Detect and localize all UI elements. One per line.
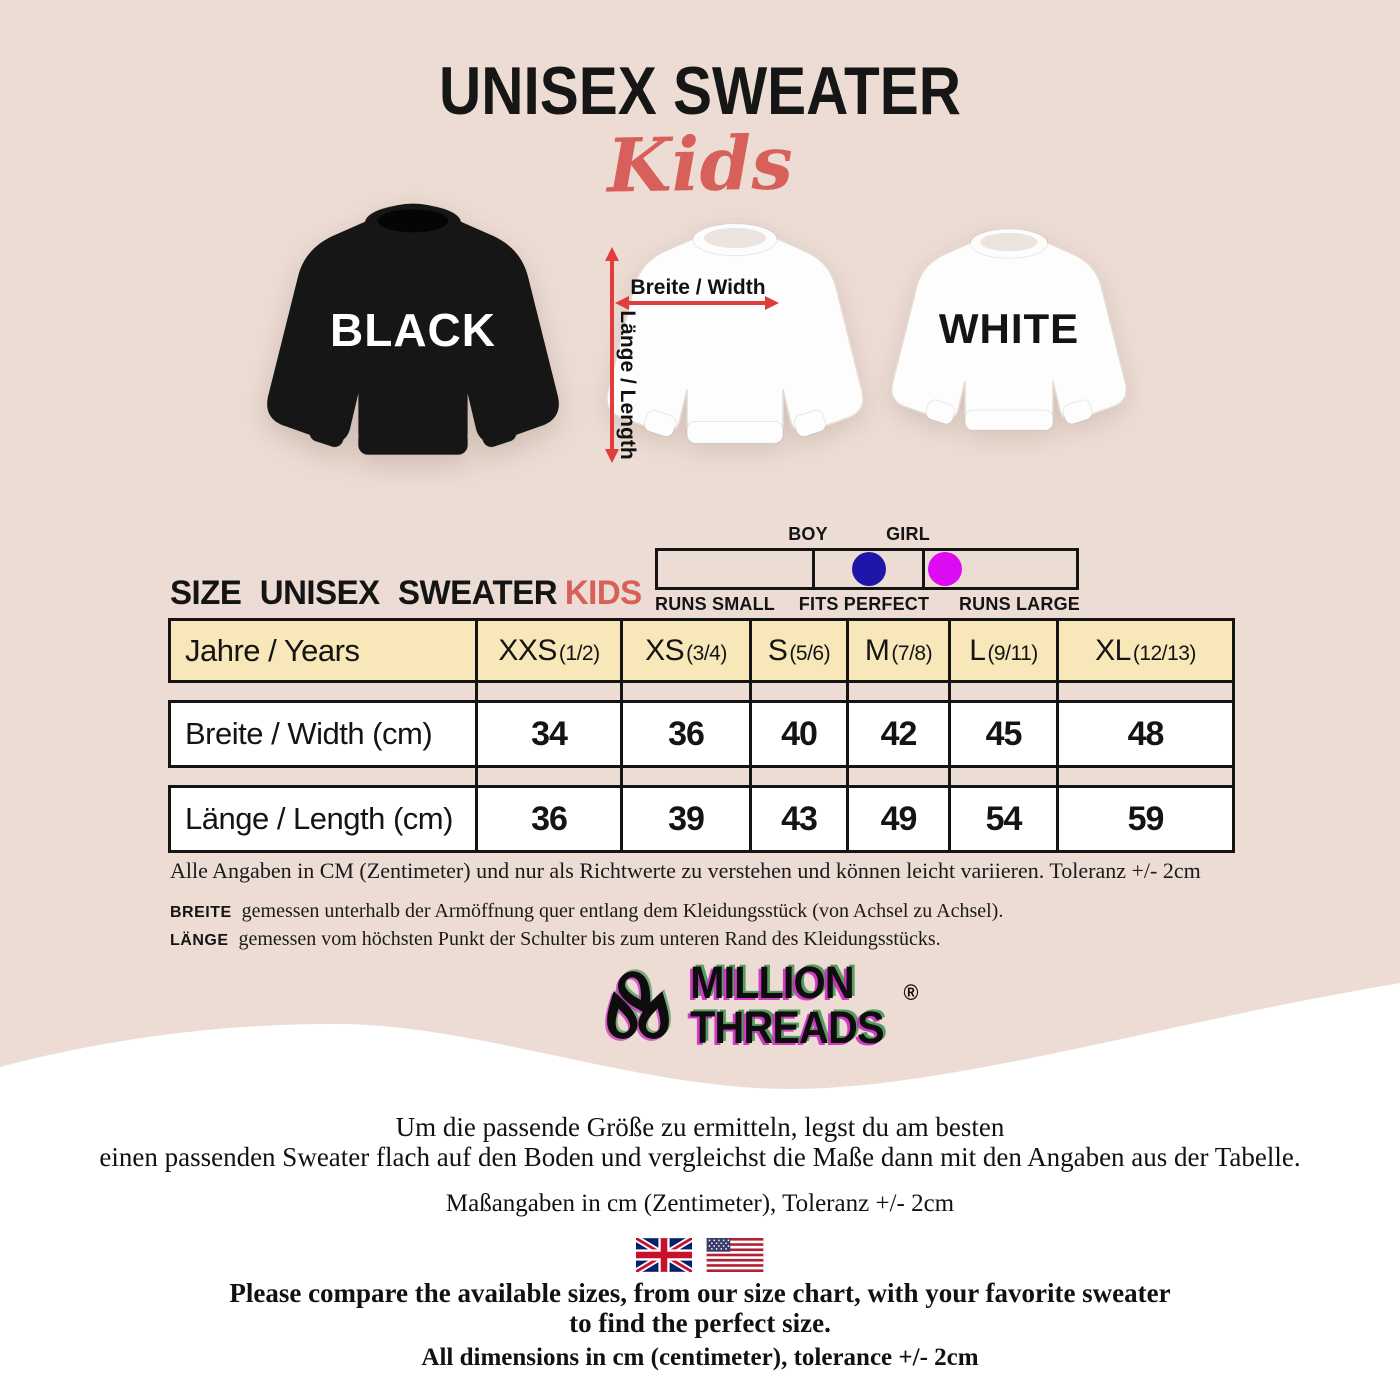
years-header-cell: Jahre / Years xyxy=(170,620,477,682)
uk-flag-icon xyxy=(636,1238,692,1272)
size-col-header: S(5/6) xyxy=(751,620,848,682)
registered-mark: ® xyxy=(903,980,919,1005)
laenge-note-label: LÄNGE xyxy=(170,932,229,949)
length-value: 43 xyxy=(751,787,848,852)
table-header-row xyxy=(170,620,1234,682)
footer-de-line3: Maßangaben in cm (Zentimeter), Toleranz +/- 2cm xyxy=(445,1190,955,1217)
footer-en-line2: to find the perfect size. xyxy=(569,1308,831,1338)
width-value: 36 xyxy=(622,702,751,767)
black-sweater-label: BLACK xyxy=(330,304,496,356)
size-col-header: L(9/11) xyxy=(950,620,1058,682)
length-value: 36 xyxy=(477,787,622,852)
size-col-header: M(7/8) xyxy=(848,620,950,682)
boy-label: BOY xyxy=(788,524,828,544)
boy-dot xyxy=(852,552,886,586)
footer-de-line2: einen passenden Sweater flach auf den Boden und vergleichst die Maße dann mit den Angaben aus der Tabelle. xyxy=(99,1142,1301,1172)
girl-dot xyxy=(928,552,962,586)
fit-divider xyxy=(922,551,925,587)
tolerance-note: Alle Angaben in CM (Zentimeter) und nur als Richtwerte zu verstehen und können leicht variieren. Toleranz +/- 2cm xyxy=(170,858,1201,883)
row-label: Breite / Width (cm) xyxy=(170,702,477,767)
bottom-wave xyxy=(0,975,1400,1105)
us-flag-icon xyxy=(706,1238,764,1272)
size-chart-heading-red: KIDS xyxy=(564,574,642,612)
table-spacer-row xyxy=(170,767,1234,787)
width-value: 42 xyxy=(848,702,950,767)
language-flags xyxy=(0,1238,1400,1272)
length-value: 39 xyxy=(622,787,751,852)
size-chart-heading-black: SIZE UNISEX SWEATER xyxy=(170,574,558,612)
footer-en-line3: All dimensions in cm (centimeter), tolerance +/- 2cm xyxy=(421,1344,979,1371)
length-row xyxy=(170,787,1234,852)
page-subtitle-kids: Kids xyxy=(606,120,794,210)
width-row xyxy=(170,702,1234,767)
width-value: 45 xyxy=(950,702,1058,767)
brand-name-line2: THREADS xyxy=(690,1002,884,1053)
fit-divider xyxy=(812,551,815,587)
page-title: UNISEX SWEATER xyxy=(438,53,962,129)
size-col-header: XL(12/13) xyxy=(1058,620,1234,682)
girl-label: GIRL xyxy=(886,524,930,544)
brand-name-line1: MILLION xyxy=(690,957,854,1008)
breite-note-label: BREITE xyxy=(170,904,232,921)
table-spacer-row xyxy=(170,682,1234,702)
width-value: 40 xyxy=(751,702,848,767)
runs-small-label: RUNS SMALL xyxy=(655,594,775,614)
laenge-note: LÄNGE gemessen vom höchsten Punkt der Schulter bis zum unteren Rand des Kleidungsstücks. xyxy=(170,928,941,950)
size-chart-heading xyxy=(170,574,642,613)
fit-indicator-bar xyxy=(655,548,1079,590)
length-arrow-label: Länge / Length xyxy=(616,310,639,460)
width-value: 48 xyxy=(1058,702,1234,767)
size-col-header: XS(3/4) xyxy=(622,620,751,682)
width-arrow-label: Breite / Width xyxy=(630,276,766,299)
size-table xyxy=(168,618,1235,853)
length-value: 49 xyxy=(848,787,950,852)
length-value: 54 xyxy=(950,787,1058,852)
footer-en-line1: Please compare the available sizes, from our size chart, with your favorite sweater xyxy=(229,1278,1171,1308)
width-value: 34 xyxy=(477,702,622,767)
fits-perfect-label: FITS PERFECT xyxy=(798,594,930,614)
white-sweater-label: WHITE xyxy=(938,305,1080,352)
length-value: 59 xyxy=(1058,787,1234,852)
breite-note: BREITE gemessen unterhalb der Armöffnung quer entlang dem Kleidungsstück (von Achsel zu Achsel). xyxy=(170,900,1004,922)
row-label: Länge / Length (cm) xyxy=(170,787,477,852)
size-col-header: XXS(1/2) xyxy=(477,620,622,682)
footer-de-line1: Um die passende Größe zu ermitteln, legst du am besten xyxy=(395,1112,1005,1142)
runs-large-label: RUNS LARGE xyxy=(958,594,1080,614)
